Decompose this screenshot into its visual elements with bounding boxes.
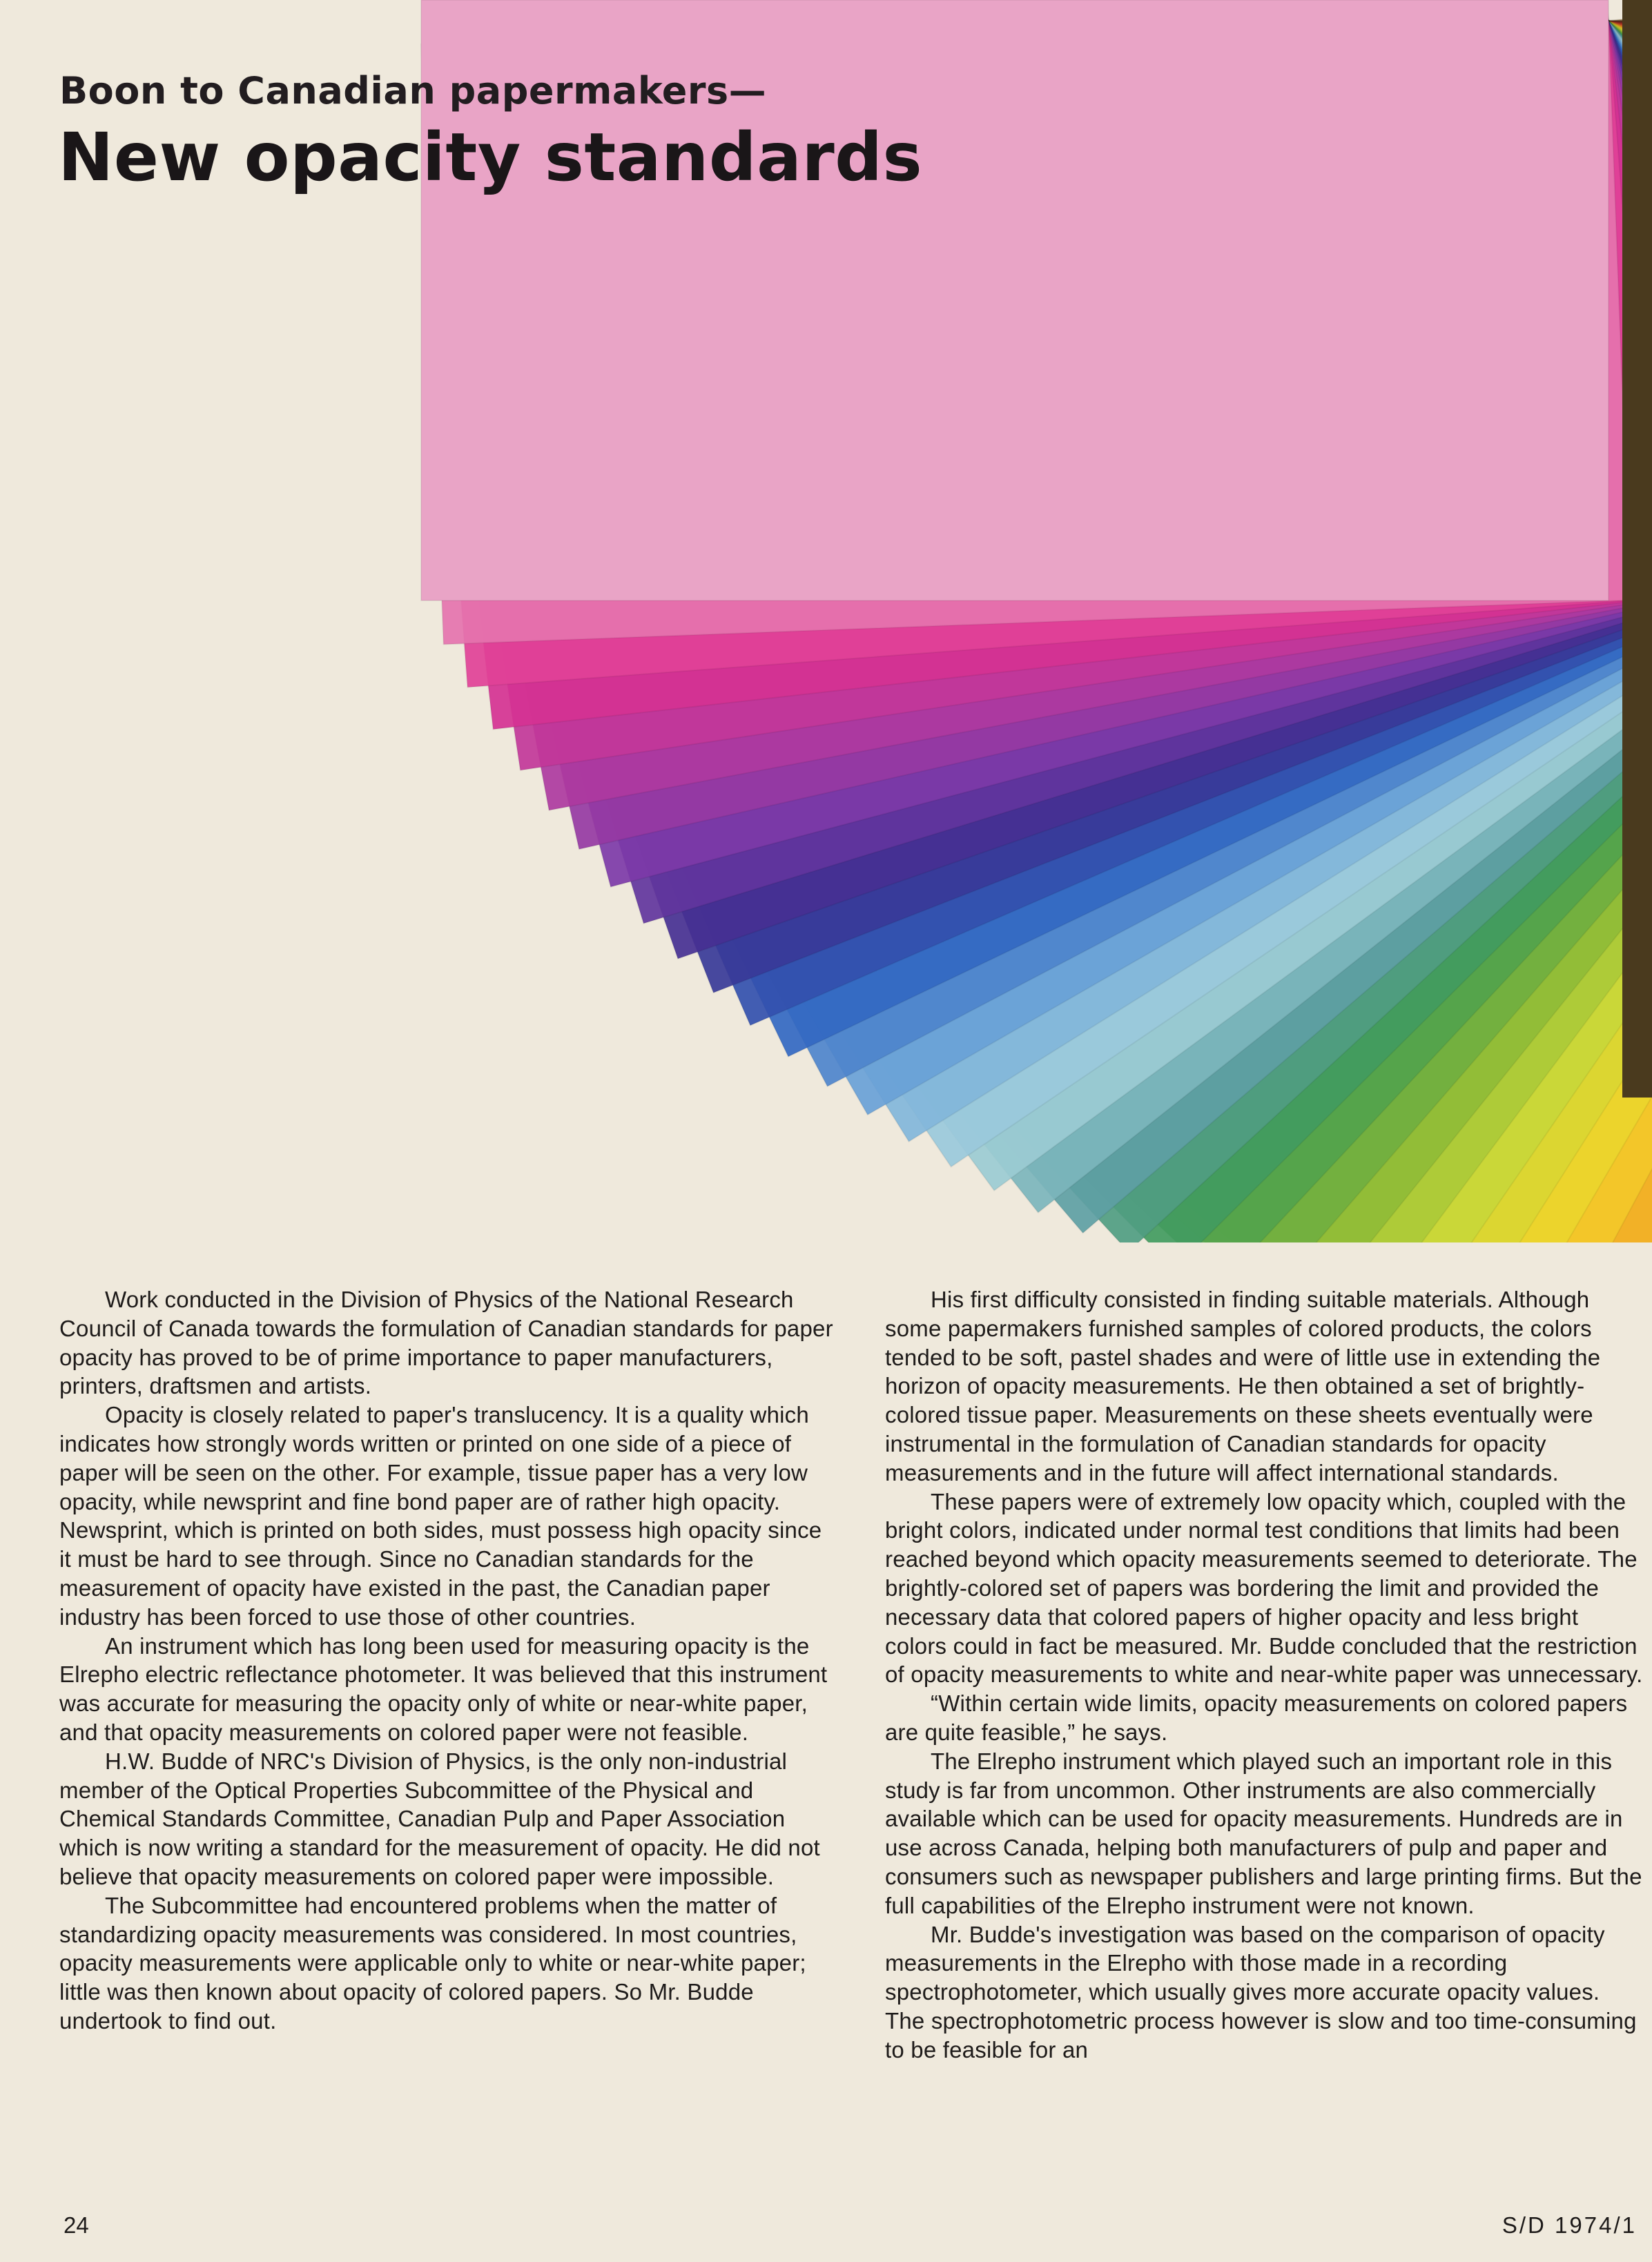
issue-label: S/D 1974/1 — [1502, 2212, 1637, 2238]
article-title: New opacity standards — [58, 119, 923, 196]
paragraph: These papers were of extremely low opacity which, coupled with the bright colors, indicated under normal test conditions that limits had been reached beyond which opacity measurements seemed to deteriorate. The brightly-colored set of papers was bordering the limit and provided the necessary data that colored papers of higher opacity and less bright colors could in fact be measured. Mr. Budde concluded that the restriction of opacity measurements to white and near-white paper was unnecessary. — [885, 1488, 1643, 1688]
paper-edge-strip — [1622, 0, 1652, 1098]
paragraph: Opacity is closely related to paper's translucency. It is a quality which indicates how strongly words written or printed on one side of a piece of paper will be seen on the other. For example, tissue paper has a very low opacity, while newsprint and fine bond paper are of rather high opacity. Newsprint, which is printed on both sides, must possess high opacity since it must be hard to see through. Since no Canadian standards for the measurement of opacity have existed in the past, the Canadian paper industry has been forced to use those of other countries. — [59, 1402, 822, 1630]
paragraph: His first difficulty consisted in finding suitable materials. Although some papermakers furnished samples of colored products, the colors tended to be soft, pastel shades and were of little use in extending the horizon of opacity measurements. He then obtained a set of brightly-colored tissue paper. Measurements on these sheets eventually were instrumental in the formulation of Canadian standards for opacity measurements and in the future will affect international standards. — [885, 1287, 1601, 1485]
paragraph: H.W. Budde of NRC's Division of Physics, is the only non-industrial member of the Optical Properties Subcommittee of the Physical and Chemical Standards Committee, Canadian Pulp and Paper Association which is now writing a standard for the measurement of opacity. He did not believe that opacity measurements on colored paper were impossible. — [59, 1748, 820, 1889]
text-column-left — [59, 1285, 839, 2036]
paragraph: The Elrepho instrument which played such an important role in this study is far from uncommon. Other instruments are also commercially available which can be used for opacity measurements. Hundreds are in use across Canada, helping both manufacturers of pulp and paper and consumers such as newspaper publishers and large printing firms. But the full capabilities of the Elrepho instrument were not known. — [885, 1748, 1642, 1918]
paragraph: “Within certain wide limits, opacity measurements on colored papers are quite feasible,” he says. — [885, 1690, 1628, 1745]
text-column-right — [885, 1285, 1644, 2065]
paragraph: Work conducted in the Division of Physics of the National Research Council of Canada towards the formulation of Canadian standards for paper opacity has proved to be of prime importance to paper manufacturers, printers, draftsmen and artists. — [59, 1287, 833, 1399]
article-kicker: Boon to Canadian papermakers— — [59, 69, 767, 113]
page-number: 24 — [64, 2212, 89, 2238]
paragraph: An instrument which has long been used for measuring opacity is the Elrepho electric reflectance photometer. It was believed that this instrument was accurate for measuring the opacity only of white or near-white paper, and that opacity measurements on colored paper were not feasible. — [59, 1632, 828, 1745]
paragraph: Mr. Budde's investigation was based on the comparison of opacity measurements in the Elrepho with those made in a recording spectrophotometer, which usually gives more accurate opacity values. The spectrophotometric process however is slow and too time-consuming to be feasible for an — [885, 1921, 1637, 2063]
paragraph: The Subcommittee had encountered problems when the matter of standardizing opacity measurements was considered. In most countries, opacity measurements were applicable only to white or near-white paper; little was then known about opacity of colored papers. So Mr. Budde undertook to find out. — [59, 1892, 806, 2034]
